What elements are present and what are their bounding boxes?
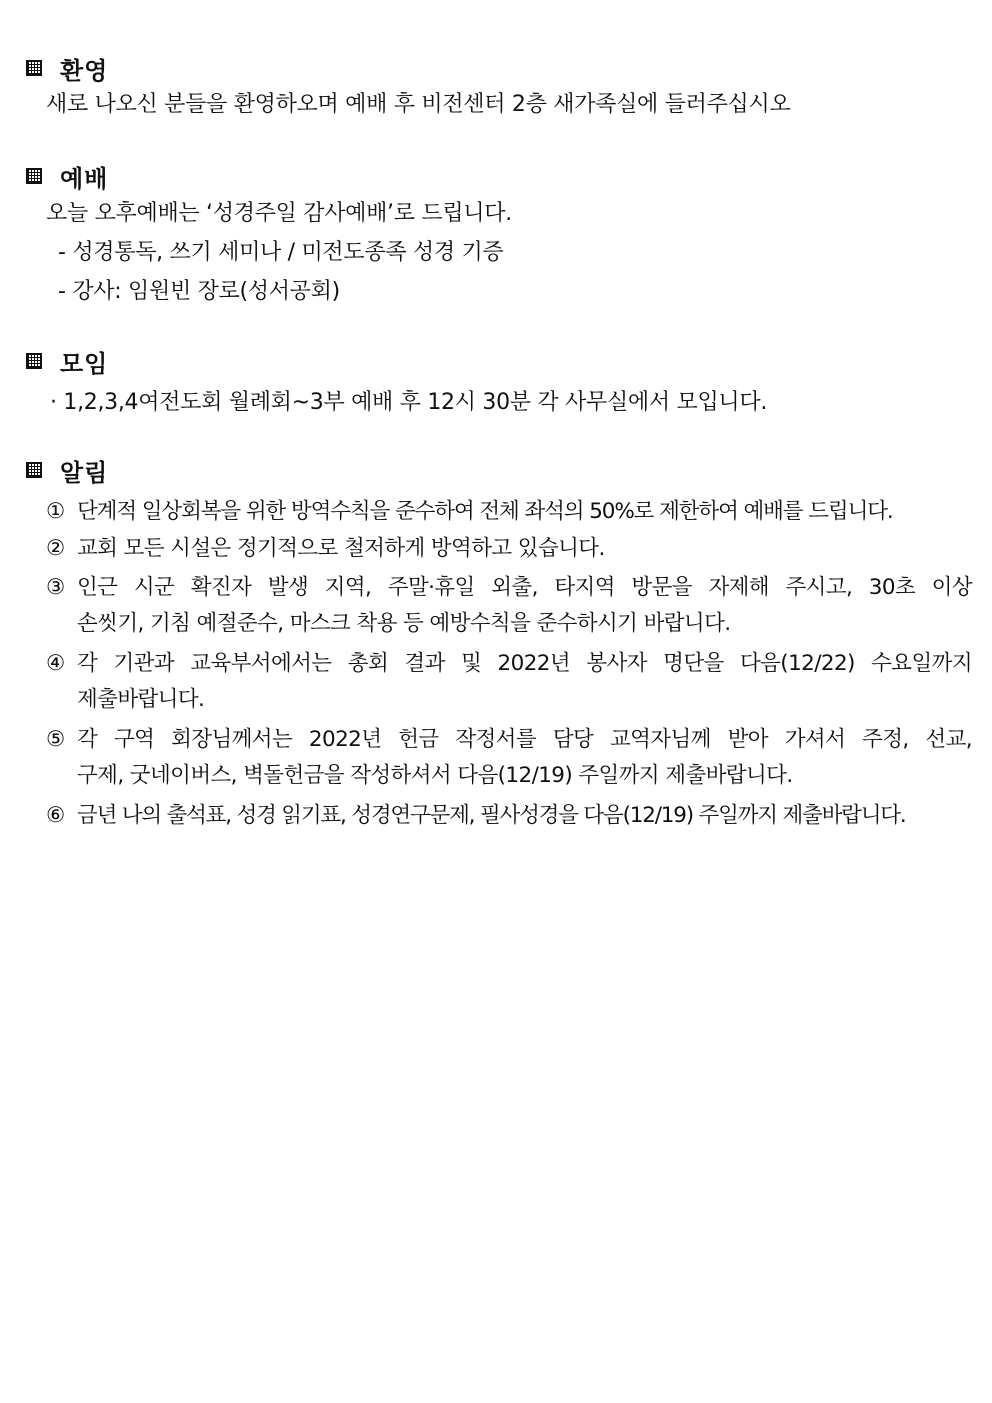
notice-item (46, 646, 972, 718)
notice-item (46, 494, 972, 530)
square-bullet-icon (26, 353, 42, 369)
notice-number: ① (46, 499, 65, 524)
notice-line: 각 구역 회장님께서는 2022년 헌금 작정서를 담당 교역자님께 받아 가셔서 주정, 선교, (77, 727, 972, 752)
square-bullet-icon (26, 60, 42, 76)
notices-title: 알림 (60, 458, 109, 487)
notice-number: ⑥ (46, 803, 65, 828)
square-bullet-icon (26, 462, 42, 478)
notice-line: 금년 나의 출석표, 성경 읽기표, 성경연구문제, 필사성경을 다음(12/19) 주일까지 제출바랍니다. (77, 803, 906, 828)
notice-item (46, 570, 972, 642)
welcome-text: 새로 나오신 분들을 환영하오며 예배 후 비전센터 2층 새가족실에 들러주십시오 (46, 92, 791, 117)
meeting-item: · 1,2,3,4여전도회 월례회~3부 예배 후 12시 30분 각 사무실에서 모입니다. (50, 390, 768, 415)
meeting-title: 모임 (60, 349, 109, 378)
notice-item (46, 722, 972, 794)
notice-number: ④ (46, 651, 65, 676)
notices-heading (26, 454, 108, 486)
notice-line: 손씻기, 기침 예절준수, 마스크 착용 등 예방수칙을 준수하시기 바랍니다. (77, 611, 731, 636)
worship-item: - 강사: 임원빈 장로(성서공회) (58, 279, 340, 304)
welcome-title: 환영 (60, 56, 109, 85)
notice-line: 제출바랍니다. (77, 687, 205, 712)
notice-number: ② (46, 536, 65, 561)
notice-line: 구제, 굿네이버스, 벽돌헌금을 작성하셔서 다음(12/19) 주일까지 제출바랍니다. (77, 763, 793, 788)
notice-line: 교회 모든 시설은 정기적으로 철저하게 방역하고 있습니다. (77, 536, 605, 561)
square-bullet-icon (26, 168, 42, 184)
worship-item: - 성경통독, 쓰기 세미나 / 미전도종족 성경 기증 (58, 240, 504, 265)
notice-number: ⑤ (46, 727, 65, 752)
notice-number: ③ (46, 575, 65, 600)
welcome-heading (26, 52, 108, 84)
worship-heading (26, 160, 108, 192)
worship-title: 예배 (60, 164, 109, 193)
notice-line: 각 기관과 교육부서에서는 총회 결과 및 2022년 봉사자 명단을 다음(12/22) 수요일까지 (77, 651, 972, 676)
notice-item (46, 531, 972, 567)
notice-line: 단계적 일상회복을 위한 방역수칙을 준수하여 전체 좌석의 50%로 제한하여 예배를 드립니다. (77, 499, 893, 524)
notice-item (46, 798, 972, 834)
worship-text: 오늘 오후예배는 ‘성경주일 감사예배’로 드립니다. (46, 201, 512, 226)
meeting-heading (26, 345, 108, 377)
notice-line: 인근 시군 확진자 발생 지역, 주말·휴일 외출, 타지역 방문을 자제해 주시고, 30초 이상 (77, 575, 972, 600)
